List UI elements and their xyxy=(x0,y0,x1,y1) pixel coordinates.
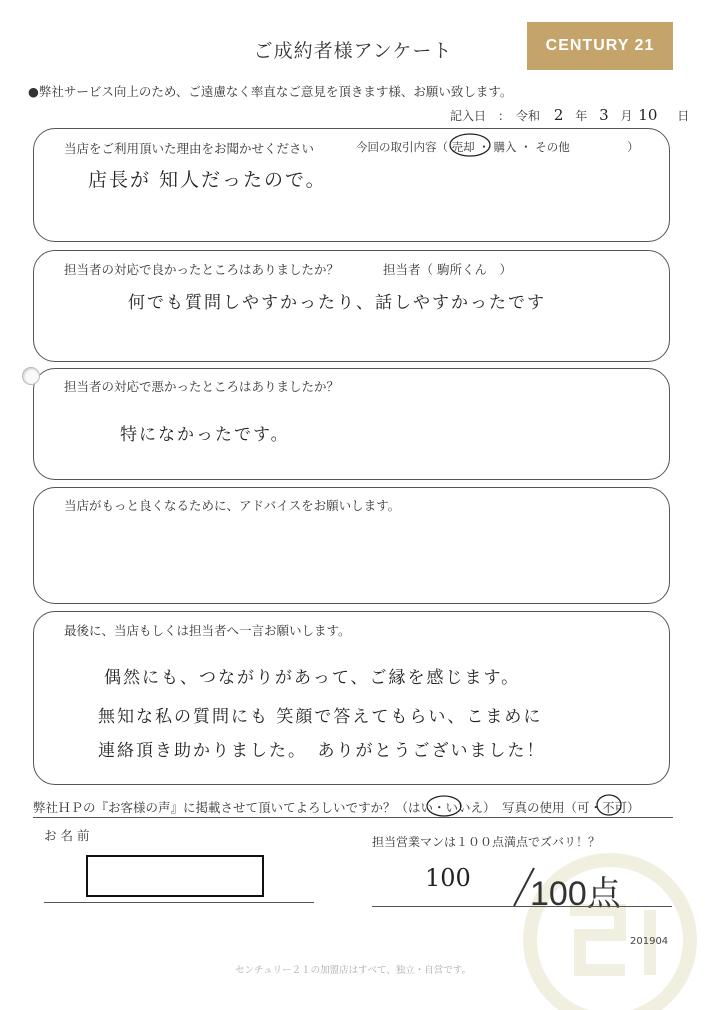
staff-name-label: 担当者（ 駒所くん ） xyxy=(383,262,512,277)
score-given: 100 xyxy=(425,864,471,892)
intro-text: ●弊社サービス向上のため、ご遠慮なく率直なご意見を頂きます様、お願い致します。 xyxy=(28,84,513,99)
yes-circle-mark xyxy=(424,793,464,819)
name-label: お 名 前 xyxy=(44,828,90,843)
date-year: 2 xyxy=(553,106,564,124)
q4-label: 当店がもっと良くなるために、アドバイスをお願いします。 xyxy=(64,498,401,513)
q5-label: 最後に、当店もしくは担当者へ一言お願いします。 xyxy=(64,623,351,638)
punch-hole xyxy=(22,367,40,385)
footer-note: センチュリー２１の加盟店はすべて、独立・自営です。 xyxy=(234,965,472,976)
form-code: 201904 xyxy=(630,936,669,947)
q3-answer: 特になかったです。 xyxy=(120,425,290,445)
q2-label: 担当者の対応で良かったところはありましたか？ xyxy=(64,262,340,277)
century21-logo: CENTURY 21 xyxy=(527,22,673,70)
date-year-unit: 年 xyxy=(575,109,588,123)
date-day-unit: 日 xyxy=(677,109,690,123)
photo-usage-question: 写真の使用（可・不可） xyxy=(502,800,640,815)
q1-answer: 店長が 知人だったので。 xyxy=(88,169,327,191)
q3-label: 担当者の対応で悪かったところはありましたか？ xyxy=(64,379,340,394)
allowed-circle-mark xyxy=(594,792,624,818)
q5-answer-line-1: 偶然にも、つながりがあって、ご縁を感じます。 xyxy=(104,668,521,688)
q2-answer: 何でも質問しやすかったり、話しやすかったです xyxy=(128,293,546,313)
q5-answer-line-2: 無知な私の質問にも 笑顔で答えてもらい、こまめに xyxy=(98,707,543,727)
redacted-name xyxy=(86,855,264,897)
score-underline xyxy=(372,906,672,907)
sale-circle-mark xyxy=(446,131,494,159)
q1-label: 当店をご利用頂いた理由をお聞かせください xyxy=(64,141,315,156)
date-month-unit: 月 xyxy=(620,109,633,123)
entry-date xyxy=(450,106,689,124)
transaction-type-label: 今回の取引内容（ 売却 ・ 購入 ・ その他 ） xyxy=(356,140,639,154)
score-label: 担当営業マンは１００点満点でズバリ！？ xyxy=(372,835,601,849)
date-label: 記入日 ： 令和 xyxy=(450,109,541,123)
hp-consent-question: 弊社ＨＰの『お客様の声』に掲載させて頂いてよろしいですか？（はい・いいえ） xyxy=(33,800,496,815)
form-title: ご成約者様アンケート xyxy=(253,40,453,62)
q5-answer-line-3: 連絡頂き助かりました。 ありがとうございました！ xyxy=(98,741,546,761)
name-underline xyxy=(44,902,314,903)
date-day: 10 xyxy=(638,106,658,124)
score-total: 100点 xyxy=(530,875,621,913)
date-month: 3 xyxy=(599,106,609,124)
